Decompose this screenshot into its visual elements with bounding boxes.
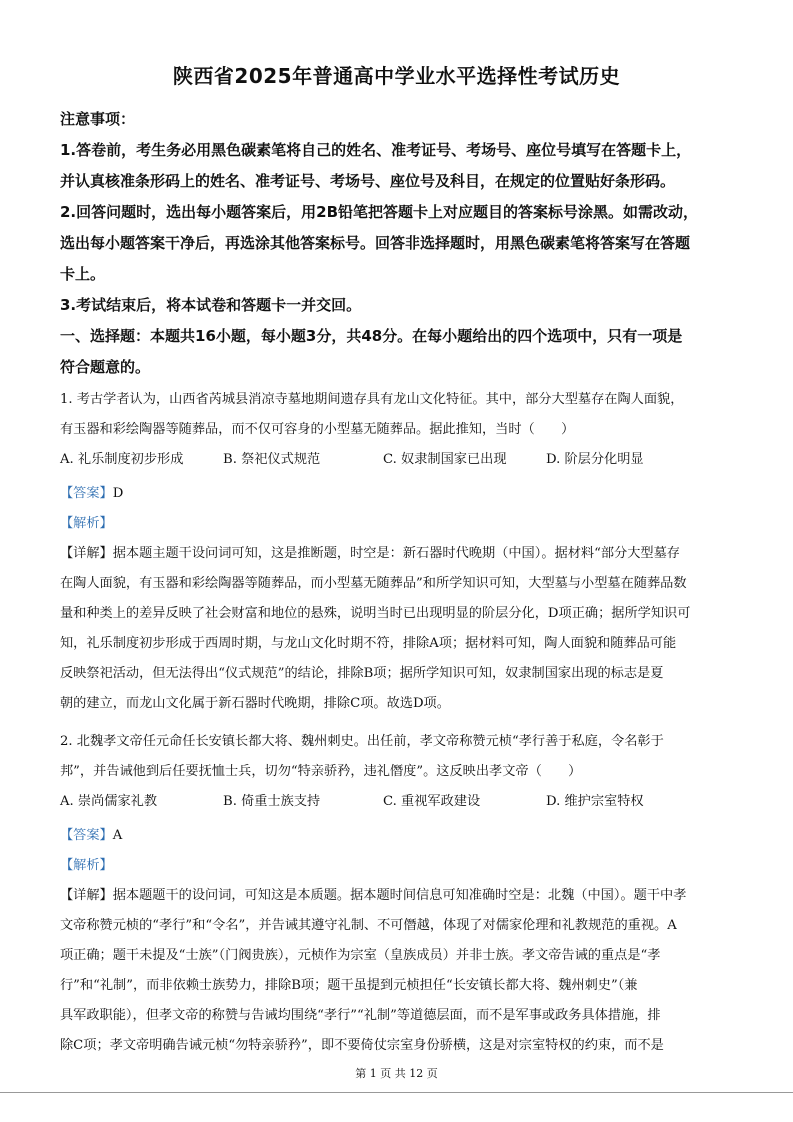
q2-option-d: D. 维护宗室特权: [546, 794, 644, 809]
question-2: [60, 727, 736, 1061]
notice-item-1-line-2: 并认真核准条形码上的姓名、准考证号、考场号、座位号及科目，在规定的位置贴好条形码。: [60, 172, 676, 190]
q1-option-b: B. 祭祀仪式规范: [223, 452, 321, 467]
q2-answer-tag: 【答案】: [60, 828, 113, 843]
notice-item-2-line-1: 2.回答问题时，选出每小题答案后，用2B铅笔把答题卡上对应题目的答案标号涂黑。如需改动，: [60, 203, 699, 221]
q1-answer-tag: 【答案】: [60, 486, 113, 501]
q1-option-a: A. 礼乐制度初步形成: [60, 452, 184, 467]
q1-stem-line-2: 有玉器和彩绘陶器等随葬品，而不仅可容身的小型墓无随葬品。据此推知，当时（ ）: [60, 422, 575, 437]
q1-stem-line-1: 1. 考古学者认为，山西省芮城县消凉寺墓地期间遗存具有龙山文化特征。其中，部分大型墓存在陶人面貌，: [60, 392, 684, 407]
section-heading-line-1: 一、选择题：本题共16小题，每小题3分，共48分。在每小题给出的四个选项中，只有一项是: [60, 327, 683, 345]
q1-detail-line-3: 量和种类上的差异反映了社会财富和地位的悬殊，说明当时已出现明显的阶层分化，D项正确；据所学知识可: [60, 606, 691, 621]
q1-detail-line-6: 朝的建立，而龙山文化属于新石器时代晚期，排除C项。故选D项。: [60, 696, 450, 711]
q1-detail-line-5: 反映祭祀活动，但无法得出“仪式规范”的结论，排除B项；据所学知识可知，奴隶制国家出现的标志是夏: [60, 666, 664, 681]
q2-detail-line-4: 行”和“礼制”，而非依赖士族势力，排除B项；题干虽提到元桢担任“长安镇长都大将、魏州刺史”（兼: [60, 978, 638, 993]
question-1: [60, 385, 736, 719]
notice-heading: 注意事项：: [60, 110, 136, 128]
q1-detail-line-4: 知，礼乐制度初步形成于西周时期，与龙山文化时期不符，排除A项；据材料可知，陶人面貌和随葬品可能: [60, 636, 677, 651]
page-title: 陕西省2025年普通高中学业水平选择性考试历史: [172, 64, 621, 88]
page-footer: 第 1 页 共 12 页: [355, 1067, 438, 1080]
q1-answer: [60, 479, 736, 509]
section-heading-line-2: 符合题意的。: [60, 358, 151, 376]
q2-detail-line-2: 文帝称赞元桢的“孝行”和“令名”，并告诫其遵守礼制、不可僭越，体现了对儒家伦理和礼教规范的重视。A: [60, 918, 677, 933]
q2-option-c: C. 重视军政建设: [383, 794, 481, 809]
q1-detail-line-1: 【详解】据本题主题干设问词可知，这是推断题，时空是：新石器时代晚期（中国）。据材料“部分大型墓存: [60, 546, 680, 561]
q2-detail-line-3: 项正确；题干未提及“士族”（门阀贵族），元桢作为宗室（皇族成员）并非士族。孝文帝告诫的重点是“孝: [60, 948, 661, 963]
q2-analysis-tag: 【解析】: [60, 858, 113, 873]
q1-analysis-tag: 【解析】: [60, 516, 113, 531]
notice-section: [60, 104, 740, 383]
q2-detail-line-5: 具军政职能），但孝文帝的称赞与告诫均围绕“孝行”“礼制”等道德层面，而不是军事或政务具体措施，排: [60, 1008, 661, 1023]
q2-stem-line-2: 邦”，并告诫他到后任要抚恤士兵，切勿“特亲骄矜，违礼僭度”。这反映出孝文帝（ ）: [60, 764, 582, 779]
q1-answer-value: D: [112, 486, 124, 501]
q2-detail-tag: 【详解】: [60, 888, 113, 903]
q2-answer: [60, 821, 736, 851]
bottom-divider: [0, 1092, 793, 1093]
q2-options: [60, 787, 736, 817]
q2-option-a: A. 崇尚儒家礼教: [60, 794, 158, 809]
q2-option-b: B. 倚重士族支持: [223, 794, 321, 809]
q2-detail-line-1: 【详解】据本题题干的设问词，可知这是本质题。据本题时间信息可知准确时空是：北魏（中国）。题干中孝: [60, 888, 687, 903]
q1-detail-line-2: 在陶人面貌，有玉器和彩绘陶器等随葬品，而小型墓无随葬品”和所学知识可知，大型墓与小型墓在随葬品数: [60, 576, 687, 591]
q2-answer-value: A: [112, 828, 123, 843]
q1-option-c: C. 奴隶制国家已出现: [383, 452, 507, 467]
notice-item-2-line-2: 选出每小题答案干净后，再选涂其他答案标号。回答非选择题时，用黑色碳素笔将答案写在答题: [60, 234, 691, 252]
notice-item-3: 3.考试结束后，将本试卷和答题卡一并交回。: [60, 296, 362, 314]
q1-options: [60, 445, 736, 475]
q1-option-d: D. 阶层分化明显: [546, 452, 644, 467]
notice-item-1-line-1: 1.答卷前，考生务必用黑色碳素笔将自己的姓名、准考证号、考场号、座位号填写在答题卡上，: [60, 141, 692, 159]
q2-stem-line-1: 2. 北魏孝文帝任元命任长安镇长都大将、魏州刺史。出任前，孝文帝称赞元桢“孝行善于私庭，令名彰于: [60, 734, 664, 749]
q2-detail-line-6: 除C项；孝文帝明确告诫元桢“勿特亲骄矜”，即不要倚仗宗室身份骄横，这是对宗室特权的约束，而不是: [60, 1038, 664, 1053]
notice-item-2-line-3: 卡上。: [60, 265, 106, 283]
q1-detail-tag: 【详解】: [60, 546, 113, 561]
